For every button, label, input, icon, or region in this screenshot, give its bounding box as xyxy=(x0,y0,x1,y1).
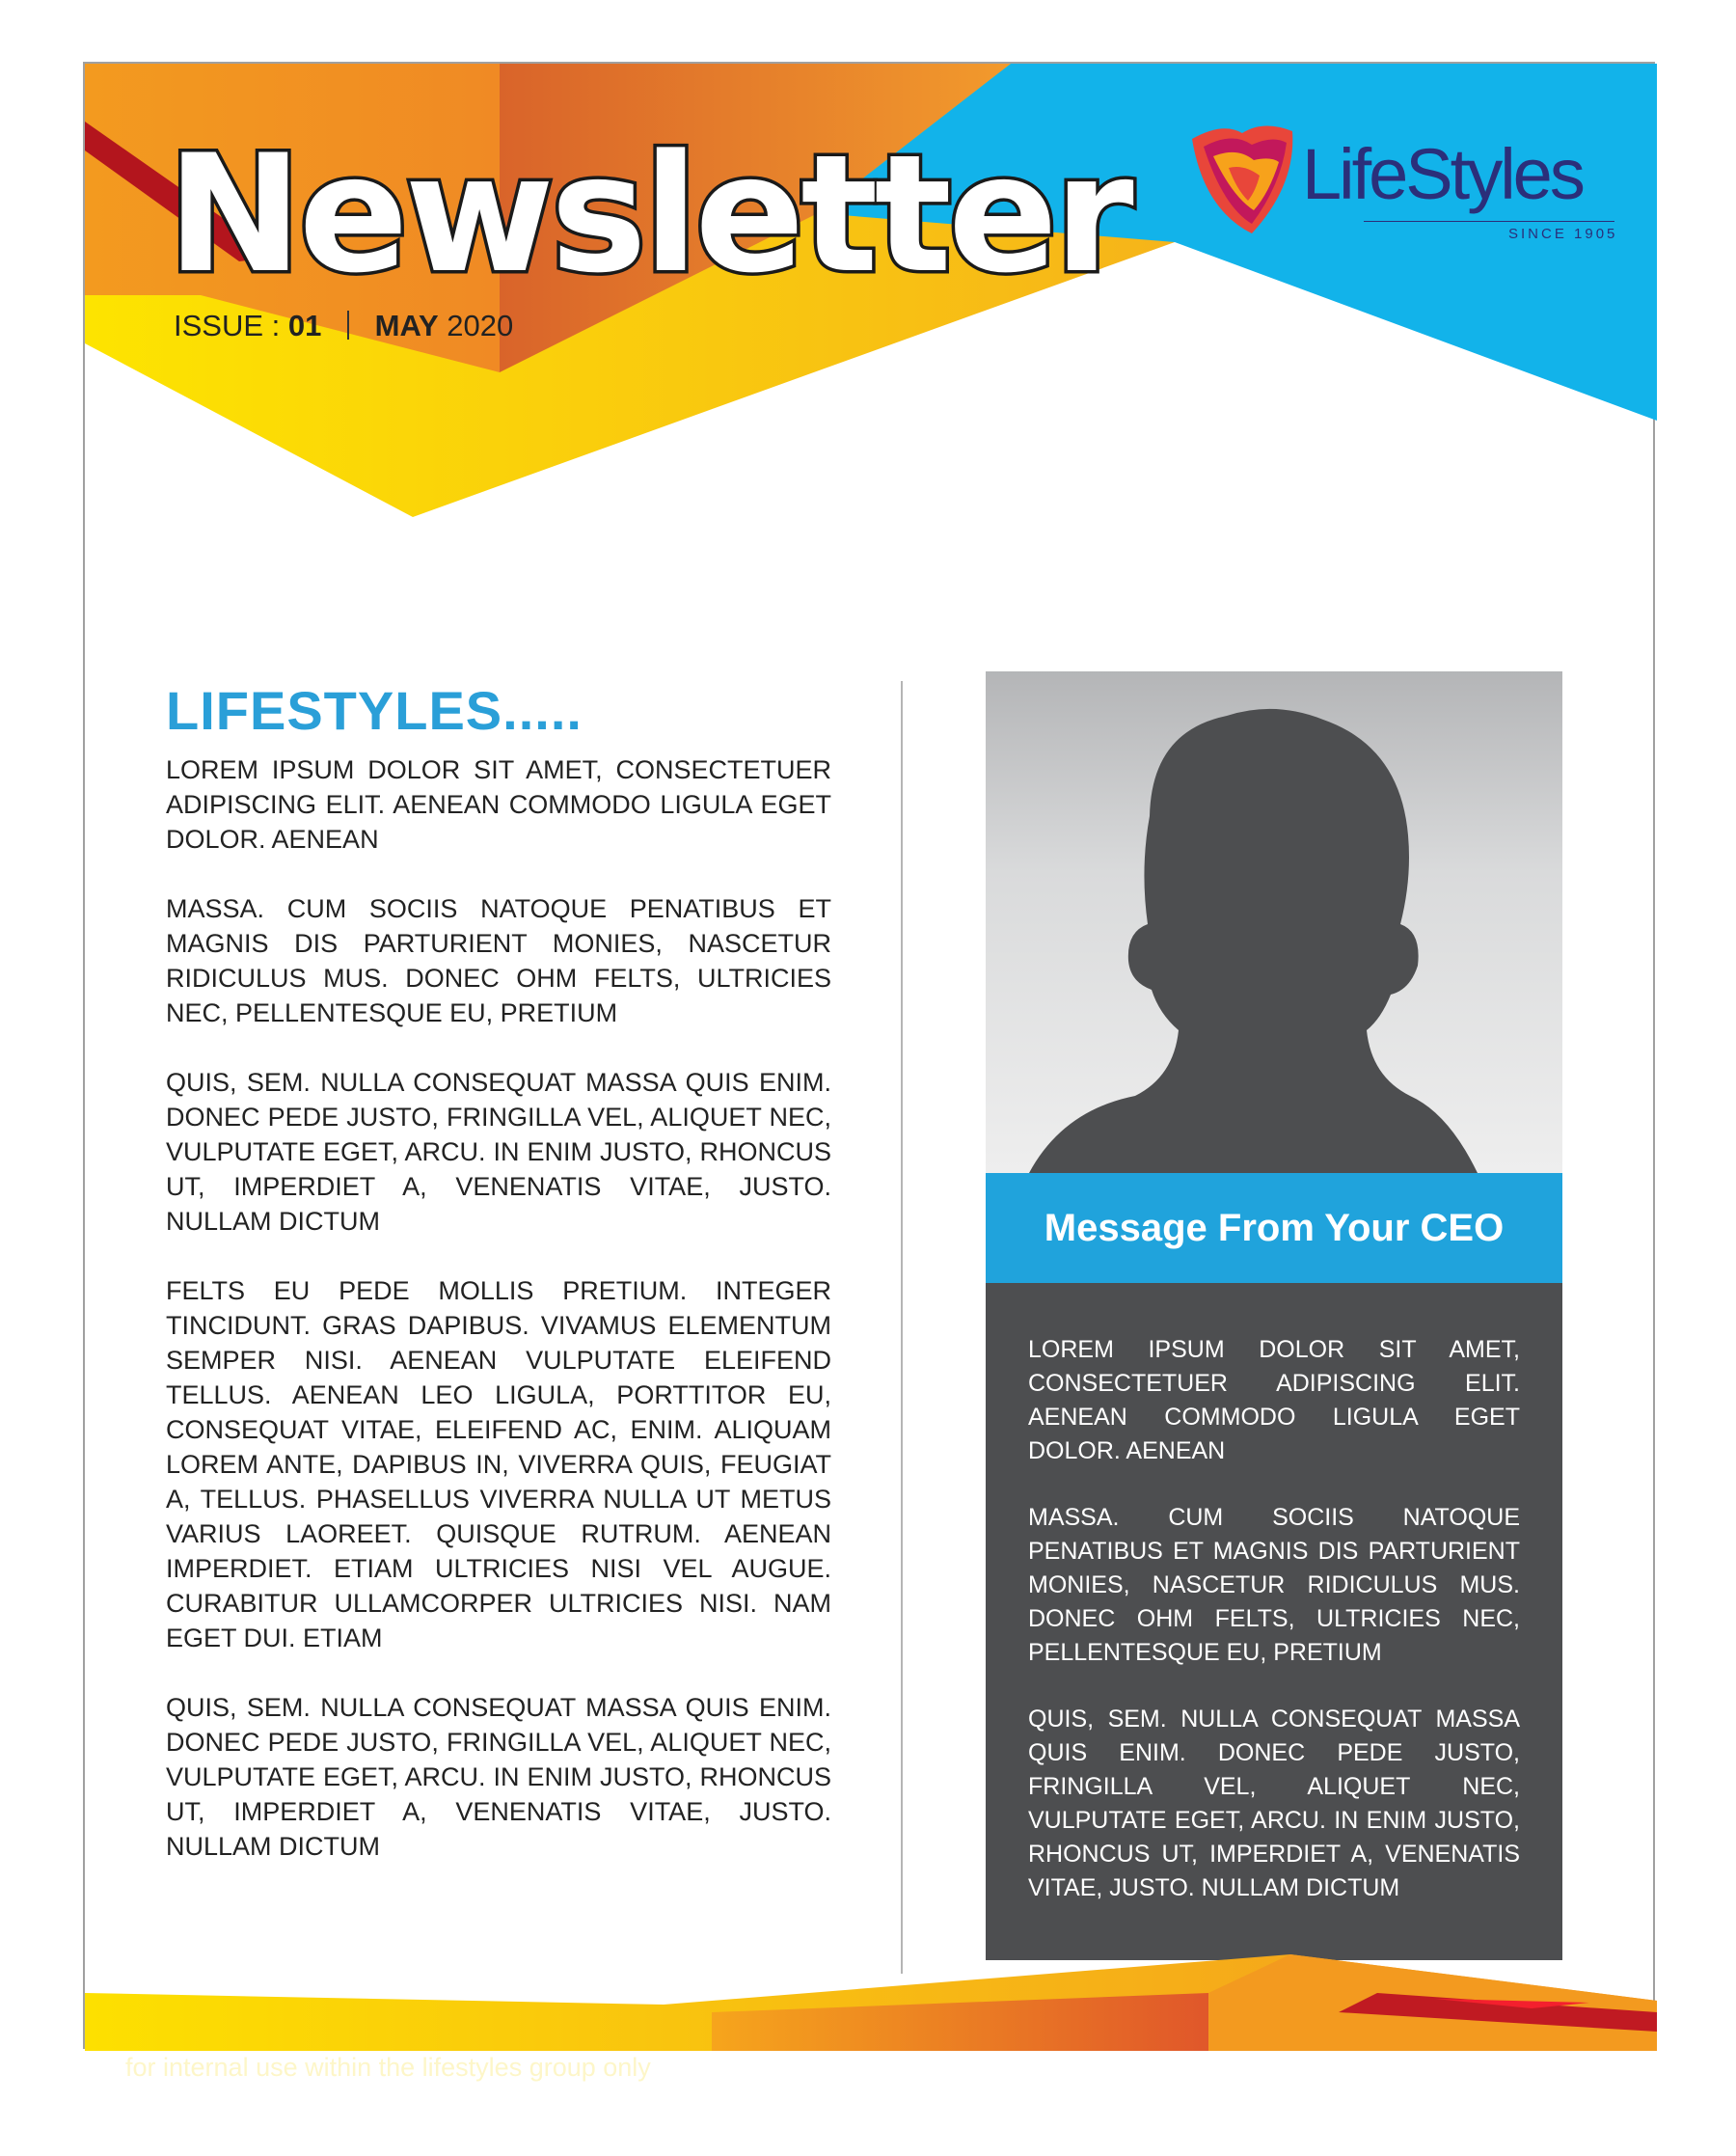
footer-note: for internal use within the lifestyles group only xyxy=(125,2053,651,2082)
main-article xyxy=(166,681,831,1898)
ceo-paragraph: MASSA. CUM SOCIIS NATOQUE PENATIBUS ET MAGNIS DIS PARTURIENT MONIES, NASCETUR RIDICULUS MUS. DONEC OHM FELTS, ULTRICIES NEC, PELLENTESQUE EU, PRETIUM xyxy=(1028,1504,1520,1666)
article-paragraph: LOREM IPSUM DOLOR SIT AMET, CONSECTETUER ADIPISCING ELIT. AENEAN COMMODO LIGULA EGET DOLOR. AENEAN xyxy=(166,754,831,854)
issue-number: 01 xyxy=(287,309,322,342)
article-paragraph: FELTS EU PEDE MOLLIS PRETIUM. INTEGER TINCIDUNT. GRAS DAPIBUS. VIVAMUS ELEMENTUM SEMPER NISI. AENEAN VULPUTATE ELEIFEND TELLUS. AENEAN LEO LIGULA, PORTTITOR EU, CONSEQUAT VITAE, ELEIFEND AC, ENIM. ALIQUAM LOREM ANTE, DAPIBUS IN, VIVERRA QUIS, FEUGIAT A, TELLUS. PHASELLUS VIVERRA NULLA UT METUS VARIUS LAOREET. QUISQUE RUTRUM. AENEAN IMPERDIET. ETIAM ULTRICIES NISI VEL AUGUE. CURABITUR ULLAMCORPER ULTRICIES NISI. NAM EGET DUI. ETIAM xyxy=(166,1275,831,1652)
issue-label: ISSUE : xyxy=(174,309,281,342)
ceo-message-panel xyxy=(986,671,1562,1960)
issue-month: MAY xyxy=(374,309,439,342)
newsletter-title: Newsletter xyxy=(167,120,1130,309)
ceo-message-body xyxy=(986,1283,1562,1960)
brand-rule xyxy=(1364,221,1614,222)
column-divider xyxy=(901,681,903,1974)
article-paragraph: MASSA. CUM SOCIIS NATOQUE PENATIBUS ET MAGNIS DIS PARTURIENT MONIES, NASCETUR RIDICULUS MUS. DONEC OHM FELTS, ULTRICIES NEC, PELLENTESQUE EU, PRETIUM xyxy=(166,893,831,1027)
brand-name: LifeStyles xyxy=(1302,134,1583,214)
ceo-title: Message From Your CEO xyxy=(1044,1207,1505,1249)
article-paragraph: QUIS, SEM. NULLA CONSEQUAT MASSA QUIS ENIM. DONEC PEDE JUSTO, FRINGILLA VEL, ALIQUET NEC, VULPUTATE EGET, ARCU. IN ENIM JUSTO, RHONCUS UT, IMPERDIET A, VENENATIS VITAE, JUSTO. NULLAM DICTUM xyxy=(166,1692,831,1861)
ceo-paragraph: LOREM IPSUM DOLOR SIT AMET, CONSECTETUER ADIPISCING ELIT. AENEAN COMMODO LIGULA EGET DOLOR. AENEAN xyxy=(1028,1336,1520,1464)
footer-graphic xyxy=(85,1954,1657,2051)
brand-logo xyxy=(1184,110,1618,274)
shield-icon xyxy=(1184,118,1300,238)
article-paragraph: QUIS, SEM. NULLA CONSEQUAT MASSA QUIS ENIM. DONEC PEDE JUSTO, FRINGILLA VEL, ALIQUET NEC, VULPUTATE EGET, ARCU. IN ENIM JUSTO, RHONCUS UT, IMPERDIET A, VENENATIS VITAE, JUSTO. NULLAM DICTUM xyxy=(166,1067,831,1236)
person-silhouette-icon xyxy=(986,671,1562,1173)
ceo-photo xyxy=(986,671,1562,1173)
issue-separator xyxy=(347,311,349,340)
ceo-paragraph: QUIS, SEM. NULLA CONSEQUAT MASSA QUIS ENIM. DONEC PEDE JUSTO, FRINGILLA VEL, ALIQUET NEC, VULPUTATE EGET, ARCU. IN ENIM JUSTO, RHONCUS UT, IMPERDIET A, VENENATIS VITAE, JUSTO. NULLAM DICTUM xyxy=(1028,1706,1520,1901)
newsletter-page xyxy=(83,62,1655,2082)
ceo-title-bar xyxy=(986,1173,1562,1283)
issue-info xyxy=(174,309,513,343)
brand-tagline: SINCE 1905 xyxy=(1508,226,1618,242)
issue-year: 2020 xyxy=(447,309,514,342)
article-heading: LIFESTYLES..... xyxy=(166,680,583,741)
